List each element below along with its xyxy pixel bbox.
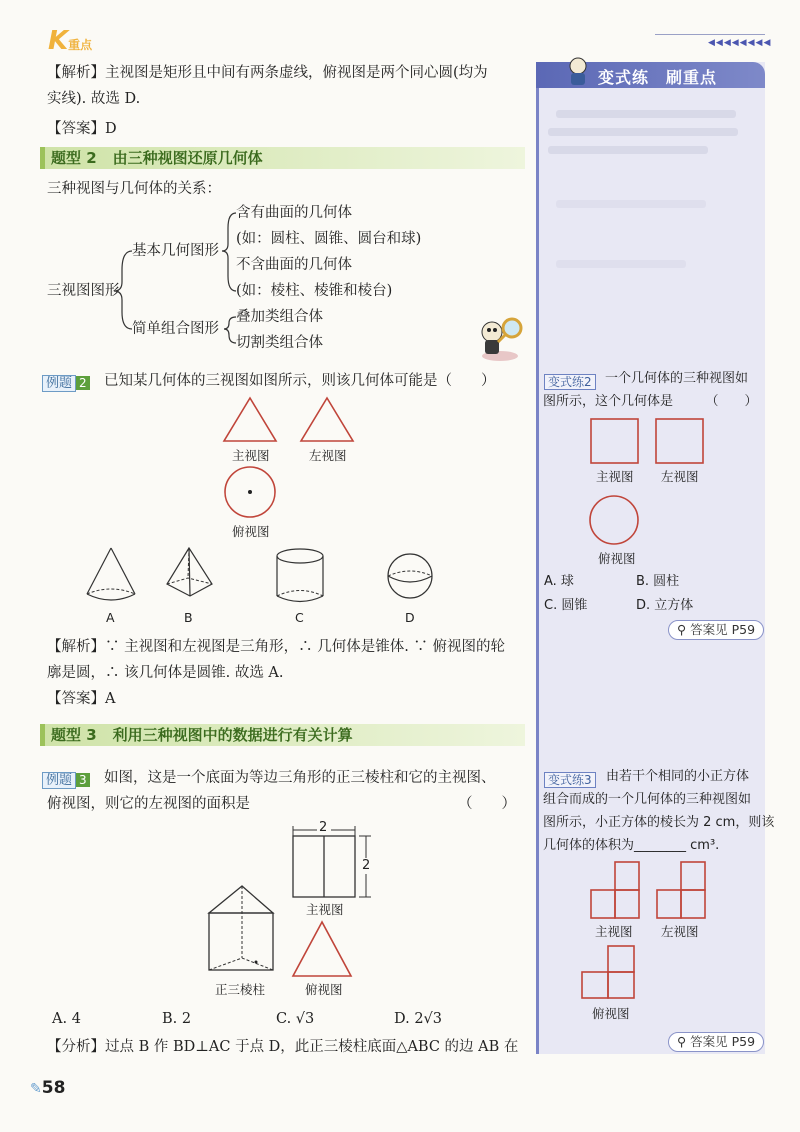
type3-number: 题型 3 bbox=[51, 726, 97, 744]
v2-option-d: D. 立方体 bbox=[636, 598, 694, 613]
v2-top-caption: 俯视图 bbox=[598, 551, 636, 566]
ex2-option-d: D bbox=[405, 610, 415, 625]
ex2-option-a: A bbox=[106, 610, 115, 625]
sidebar-title: 变式练 刷重点 bbox=[598, 68, 718, 87]
prev-analysis-line-1: 【解析】主视图是矩形且中间有两条虚线，俯视图是两个同心圆(均为 bbox=[47, 65, 488, 81]
v2-label: 变式练2 bbox=[544, 371, 596, 390]
ex2-question: 已知某几何体的三视图如图所示，则该几何体可能是（ ） bbox=[104, 373, 496, 389]
ex3-choice-c: C. √3 bbox=[276, 1011, 315, 1027]
ex3-analysis: 【分析】过点 B 作 BD⊥AC 于点 D，此正三棱柱底面△ABC 的边 AB 在 bbox=[47, 1039, 519, 1055]
tree-leaf-6: 切割类组合体 bbox=[236, 335, 323, 351]
prev-analysis-line-2: 实线). 故选 D. bbox=[47, 91, 141, 107]
ex3-top-caption: 俯视图 bbox=[305, 982, 343, 997]
ex2-side-caption: 左视图 bbox=[309, 448, 347, 463]
ex2-analysis-line-1: 【解析】∵ 主视图和左视图是三角形，∴ 几何体是锥体. ∵ 俯视图的轮 bbox=[47, 639, 506, 655]
tree-compound: 简单组合图形 bbox=[132, 321, 219, 337]
v2-question-line-2: 图所示，这个几何体是 （ ） bbox=[543, 394, 758, 409]
prev-answer: 【答案】D bbox=[47, 121, 117, 137]
ex3-label: 例题 3 bbox=[42, 769, 90, 789]
ex2-analysis-line-2: 廓是圆，∴ 该几何体是圆锥. 故选 A. bbox=[47, 665, 284, 681]
tree-root: 三视图图形 bbox=[47, 283, 120, 299]
v3-answer-link[interactable]: ⚲ 答案见 P59 bbox=[668, 1032, 764, 1052]
v3-question-line-4: 几何体的体积为________ cm³. bbox=[543, 838, 720, 853]
ex2-label: 例题 2 bbox=[42, 372, 90, 392]
ex3-answer-paren: （ ） bbox=[458, 796, 516, 812]
ex2-option-c: C bbox=[295, 610, 304, 625]
ex2-front-caption: 主视图 bbox=[232, 448, 270, 463]
v2-answer-link[interactable]: ⚲ 答案见 P59 bbox=[668, 620, 764, 640]
ex3-choice-b: B. 2 bbox=[162, 1011, 192, 1027]
v3-front-caption: 主视图 bbox=[595, 924, 633, 939]
v2-question-line-1: 一个几何体的三种视图如 bbox=[605, 371, 749, 386]
ex3-question-line-1: 如图，这是一个底面为等边三角形的正三棱柱和它的主视图、 bbox=[104, 770, 496, 786]
tree-leaf-3: 不含曲面的几何体 bbox=[236, 257, 352, 273]
v3-question-line-3: 图所示，小正方体的棱长为 2 cm，则该 bbox=[543, 815, 775, 830]
v2-option-c: C. 圆锥 bbox=[544, 598, 588, 613]
v3-side-caption: 左视图 bbox=[661, 924, 699, 939]
ex3-choice-a: A. 4 bbox=[52, 1011, 81, 1027]
relation-heading: 三种视图与几何体的关系： bbox=[47, 181, 221, 197]
ex3-prism-caption: 正三棱柱 bbox=[215, 982, 266, 997]
v3-top-caption: 俯视图 bbox=[592, 1006, 630, 1021]
ex3-front-caption: 主视图 bbox=[306, 902, 344, 917]
ex2-option-b: B bbox=[184, 610, 193, 625]
ex2-answer: 【答案】A bbox=[47, 691, 116, 707]
v2-option-a: A. 球 bbox=[544, 574, 574, 589]
v3-label: 变式练3 bbox=[544, 769, 596, 788]
key-icon: ⚲ bbox=[677, 1034, 687, 1049]
ex2-top-caption: 俯视图 bbox=[232, 524, 270, 539]
v3-question-line-1: 由若干个相同的小正方体 bbox=[606, 769, 750, 784]
type2-number: 题型 2 bbox=[51, 149, 97, 167]
tree-basic: 基本几何图形 bbox=[132, 243, 219, 259]
ex3-dim-right: 2 bbox=[362, 858, 371, 873]
v3-question-line-2: 组合而成的一个几何体的三种视图如 bbox=[543, 792, 752, 807]
tree-leaf-4: (如：棱柱、棱锥和棱台) bbox=[236, 283, 393, 299]
ex3-choice-d: D. 2√3 bbox=[394, 1011, 443, 1027]
key-icon: ⚲ bbox=[677, 622, 687, 637]
tree-leaf-5: 叠加类组合体 bbox=[236, 309, 323, 325]
type2-title: 由三种视图还原几何体 bbox=[112, 149, 263, 167]
ex3-dim-top: 2 bbox=[319, 820, 328, 835]
tree-leaf-1: 含有曲面的几何体 bbox=[236, 205, 352, 221]
brand-logo: K重点 bbox=[48, 26, 93, 56]
page-number: ✎58 bbox=[30, 1078, 66, 1098]
header-arrows: ◀◀◀◀◀◀◀◀ bbox=[708, 38, 772, 48]
v2-front-caption: 主视图 bbox=[596, 469, 634, 484]
ex3-question-line-2: 俯视图，则它的左视图的面积是 bbox=[47, 796, 250, 812]
v2-option-b: B. 圆柱 bbox=[636, 574, 680, 589]
v2-side-caption: 左视图 bbox=[661, 469, 699, 484]
type3-title: 利用三种视图中的数据进行有关计算 bbox=[112, 726, 353, 744]
tree-leaf-2: (如：圆柱、圆锥、圆台和球) bbox=[236, 231, 422, 247]
page-corner-icon: ✎ bbox=[30, 1081, 42, 1097]
